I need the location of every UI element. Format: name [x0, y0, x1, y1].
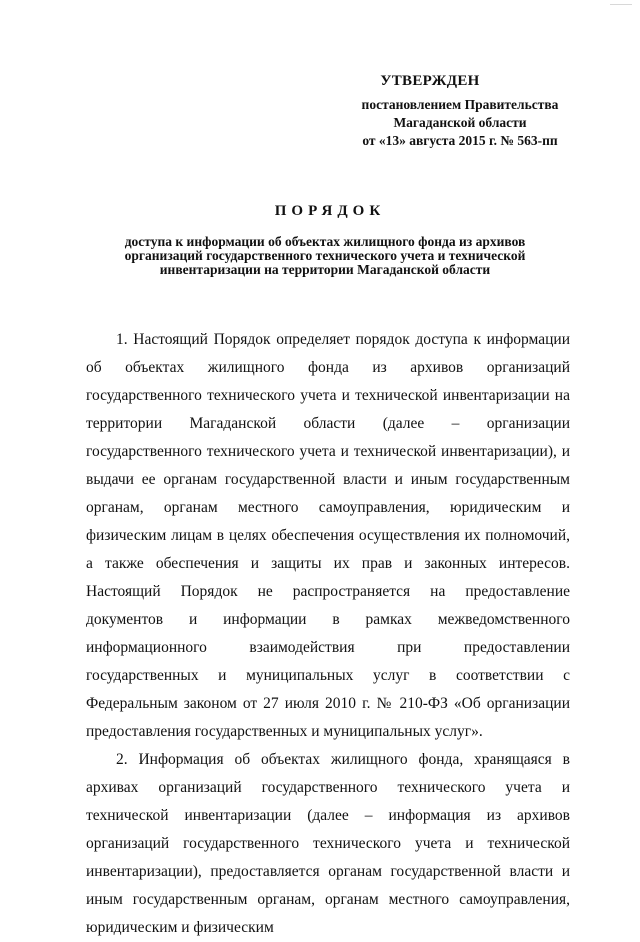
- approved-label: УТВЕРЖДЕН: [380, 73, 480, 89]
- document-title: ПОРЯДОК: [274, 203, 386, 219]
- approval-region-line: Магаданской области: [393, 115, 527, 130]
- document-body: [86, 326, 570, 942]
- scan-corner-mark: [610, 0, 632, 5]
- paragraph-2: 2. Информация об объектах жилищного фонда, хранящаяся в архивах организаций государственного технического учета и технической инвентаризации (далее – информация из архивов организаций государственного технического учета и технической инвентаризации), предоставляется органам государственной власти и иным государственным органам, органам местного самоуправления, юридическим и физическим: [86, 751, 570, 936]
- document-subtitle: доступа к информации об объектах жилищного фонда из архивов организаций государственного технического учета и технической инвентаризации на территории Магаданской области: [124, 234, 526, 277]
- approval-date-number-line: от «13» августа 2015 г. № 563-пп: [362, 133, 558, 148]
- paragraph-1: 1. Настоящий Порядок определяет порядок доступа к информации об объектах жилищного фонда из архивов организаций государственного технического учета и технической инвентаризации на территории Магаданской области (далее – организации государственного технического учета и технической инвентаризации), и выдачи ее органам государственной власти и иным государственным органам, органам местного самоуправления, юридическим и физическим лицам в целях обеспечения осуществления их полномочий, а также обеспечения и защиты их прав и законных интересов. Настоящий Порядок не распространяется на предоставление документов и информации в рамках межведомственного информационного взаимодействия при предоставлении государственных и муниципальных услуг в соответствии с Федеральным законом от 27 июля 2010 г. № 210-ФЗ «Об организации предоставления государственных и муниципальных услуг».: [86, 331, 570, 740]
- approval-stamp-block: [300, 72, 560, 150]
- approval-resolution-line: постановлением Правительства: [361, 97, 559, 112]
